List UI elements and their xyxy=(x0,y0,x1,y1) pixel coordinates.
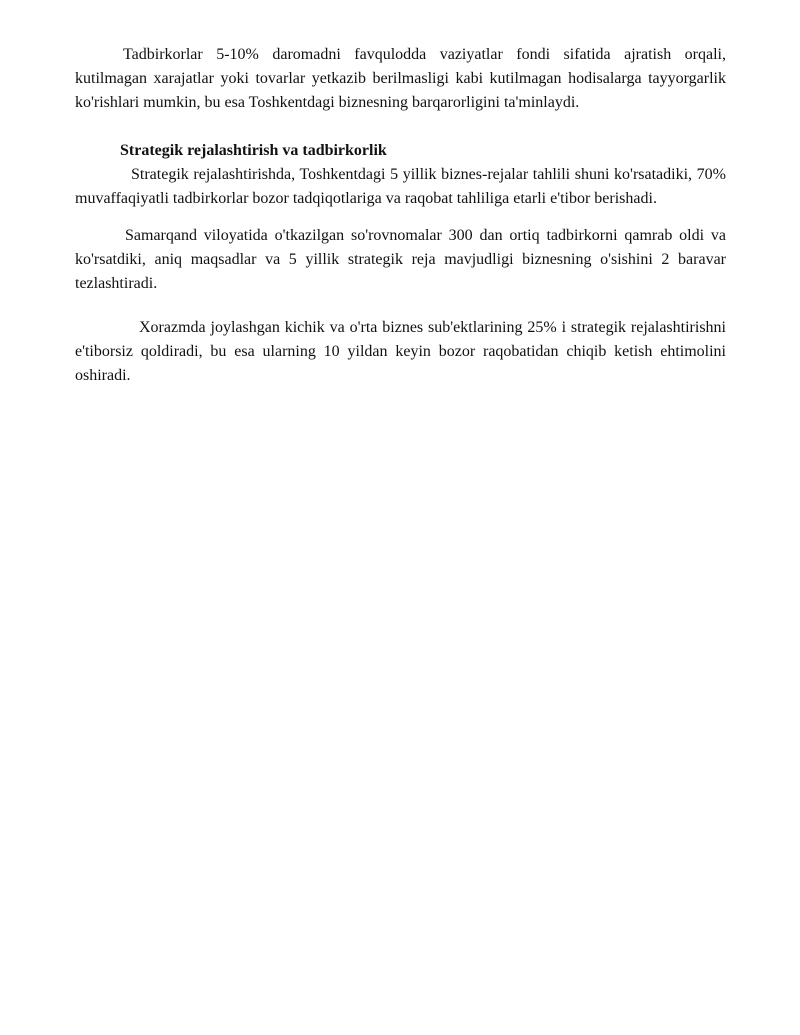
paragraph-khorezm-businesses: Xorazmda joylashgan kichik va o'rta biznes sub'ektlarining 25% i strategik rejalashtirishni e'tiborsiz qoldiradi, bu esa ularning 10 yildan keyin bozor raqobatidan chiqib ketish ehtimolini oshiradi. xyxy=(75,319,726,384)
document-body xyxy=(75,43,726,388)
paragraph-contingency-fund: Tadbirkorlar 5-10% daromadni favqulodda vaziyatlar fondi sifatida ajratish orqali, kutilmagan xarajatlar yoki tovarlar yetkazib berilmasligi kabi kutilmagan hodisalarga tayyorgarlik ko'rishlari mumkin, bu esa Toshkentdagi biznesning barqarorligini ta'minlaydi. xyxy=(75,46,726,111)
paragraph-tashkent-business-plans: Strategik rejalashtirishda, Toshkentdagi 5 yillik biznes-rejalar tahlili shuni ko'rsatadiki, 70% muvaffaqiyatli tadbirkorlar bozor tadqiqotlariga va raqobat tahliliga etarli e'tibor berishadi. xyxy=(75,166,726,207)
paragraph-samarkand-survey: Samarqand viloyatida o'tkazilgan so'rovnomalar 300 dan ortiq tadbirkorni qamrab oldi va ko'rsatdiki, aniq maqsadlar va 5 yillik strategik reja mavjudligi biznesning o'sishini 2 baravar tezlashtiradi. xyxy=(75,227,726,292)
section-heading: Strategik rejalashtirish va tadbirkorlik xyxy=(120,142,387,159)
